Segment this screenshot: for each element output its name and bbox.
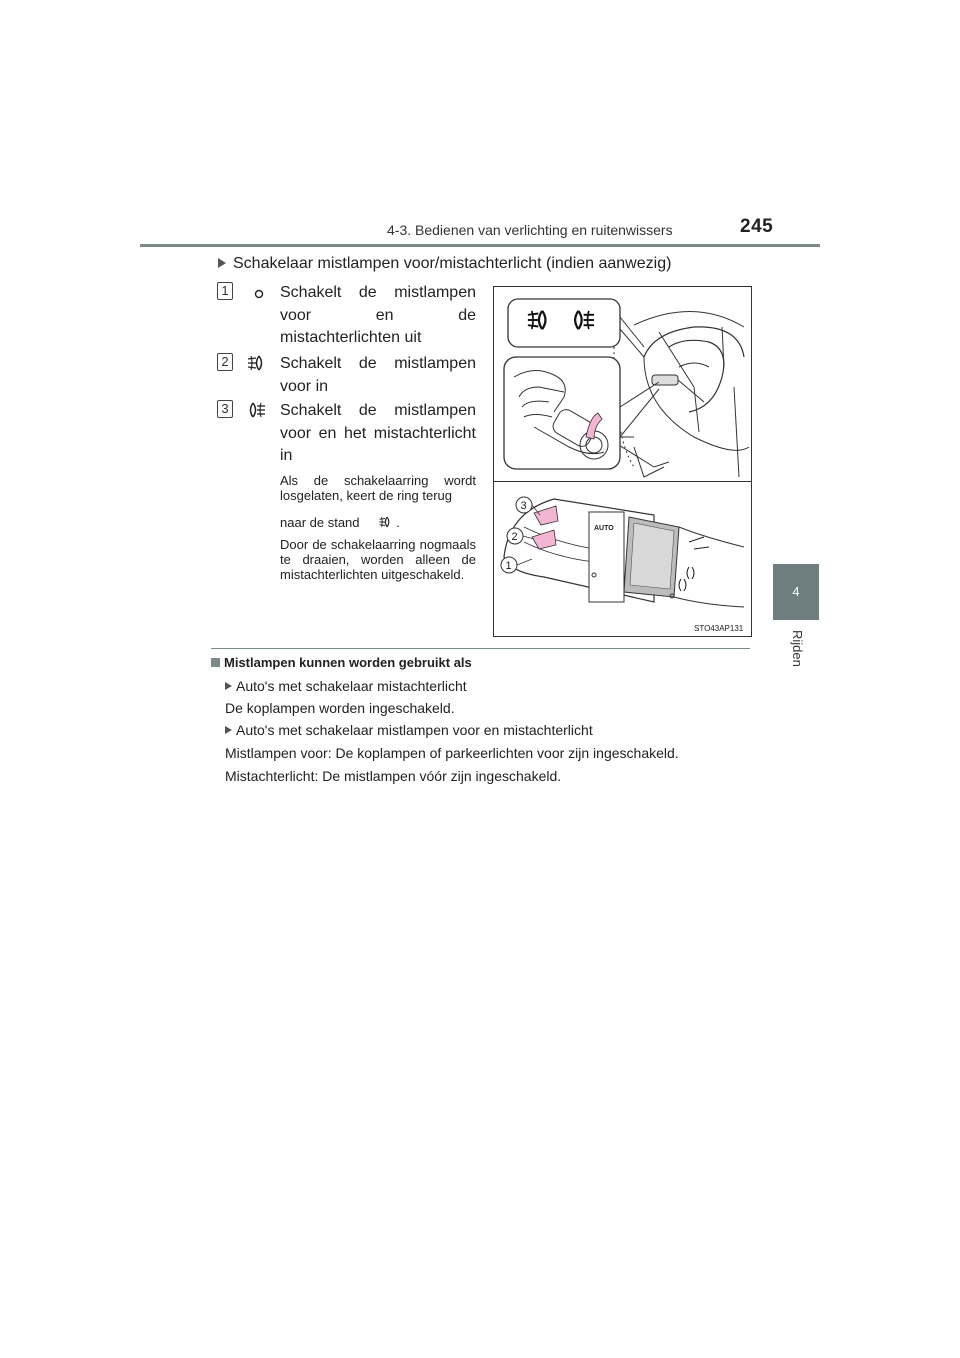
lamp-switch-illustration (493, 286, 752, 637)
note-paragraph-2 (280, 515, 476, 532)
item-text-3: Schakelt de mistlampen voor en het mistachterlicht in (280, 402, 476, 464)
chapter-label: Rijden (790, 630, 805, 667)
front-fog-lamp-icon (245, 353, 267, 378)
note-paragraph-1: Als de schakelaarring wordt losgelaten, keert de ring terug (280, 473, 476, 503)
note-stand-text: naar de stand (280, 515, 360, 530)
section-heading (211, 655, 472, 670)
page-number: 245 (740, 216, 774, 237)
header-divider (140, 244, 820, 247)
section-divider (211, 648, 750, 649)
list-item (225, 678, 467, 694)
list-item-text: Auto's met schakelaar mistachterlicht (236, 678, 467, 694)
triangle-bullet-icon (225, 682, 232, 690)
chapter-tab: 4 (773, 564, 819, 620)
item-number-1: 1 (217, 282, 233, 300)
body-text: Mistlampen voor: De koplampen of parkeerlichten voor zijn ingeschakeld. (225, 745, 679, 761)
square-bullet-icon (211, 658, 220, 667)
list-item-text: Auto's met schakelaar mistlampen voor en mistachterlicht (236, 722, 593, 738)
body-text: Mistachterlicht: De mistlampen vóór zijn ingeschakeld. (225, 768, 562, 784)
subheading-text: Schakelaar mistlampen voor/mistachterlicht (indien aanwezig) (233, 255, 672, 272)
note-paragraph-3: Door de schakelaarring nogmaals te draaien, worden alleen de mistachterlichten uitgeschakeld. (280, 537, 476, 582)
figure-callout-3: 3 (520, 500, 527, 512)
note-period: . (396, 515, 400, 530)
figure-divider (493, 481, 751, 482)
item-text-1: Schakelt de mistlampen voor en de mistachterlichten uit (280, 284, 476, 346)
item-number-2: 2 (217, 353, 233, 371)
triangle-bullet-icon (218, 258, 226, 268)
figure-caption: STO43AP131 (694, 624, 744, 633)
rear-fog-lamp-icon (245, 400, 267, 425)
section-title: 4-3. Bedienen van verlichting en ruitenwissers (387, 222, 673, 238)
body-text: De koplampen worden ingeschakeld. (225, 700, 455, 716)
item-text-2: Schakelt de mistlampen voor in (280, 355, 476, 395)
section-title-text: Mistlampen kunnen worden gebruikt als (224, 655, 472, 670)
auto-label: AUTO (594, 525, 614, 532)
triangle-bullet-icon (225, 726, 232, 734)
item-number-3: 3 (217, 400, 233, 418)
off-circle-icon (254, 286, 264, 304)
list-item (225, 722, 593, 738)
figure-callout-1: 1 (505, 560, 512, 572)
front-fog-lamp-inline-icon (377, 515, 393, 532)
figure-callout-2: 2 (511, 531, 518, 543)
subheading (218, 255, 671, 273)
